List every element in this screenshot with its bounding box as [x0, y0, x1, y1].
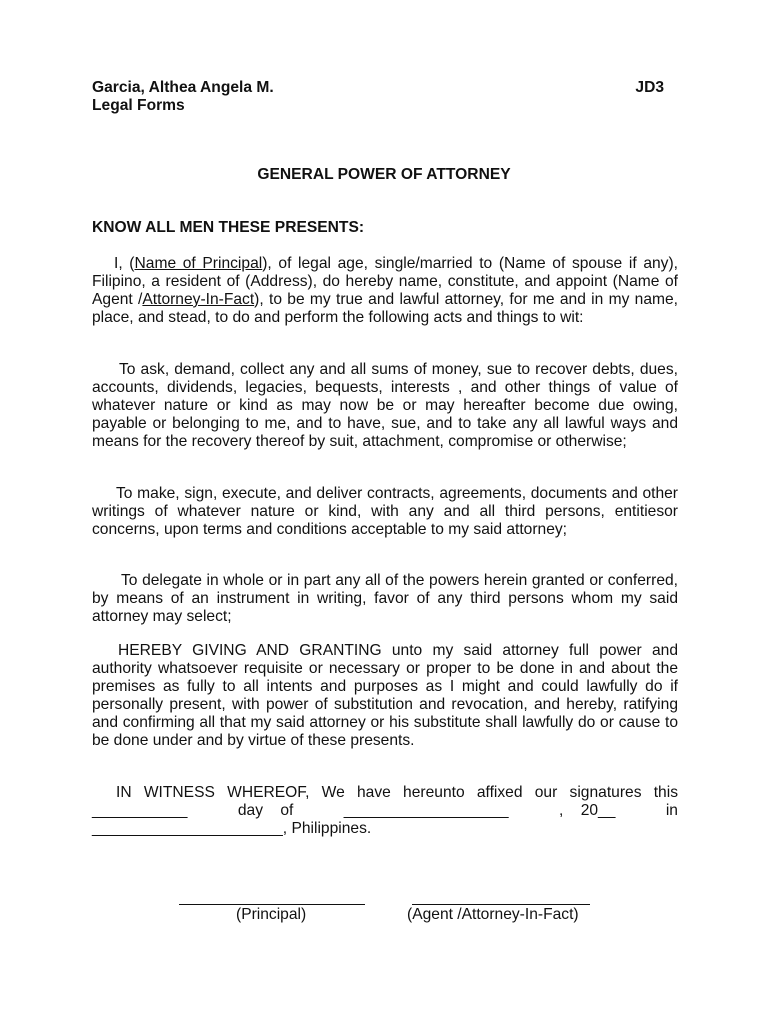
document-title: GENERAL POWER OF ATTORNEY — [257, 166, 511, 183]
opening-clause: KNOW ALL MEN THESE PRESENTS: — [92, 219, 365, 236]
witness-line2 — [92, 802, 678, 820]
blank-month: ___________________ — [343, 802, 509, 819]
para1-part-a: I, ( — [114, 255, 135, 272]
agent-name-placeholder: Attorney-In-Fact — [142, 291, 255, 308]
agent-signature-label: (Agent /Attorney-In-Fact) — [407, 906, 579, 923]
author-name: Garcia, Althea Angela M. — [92, 79, 274, 96]
text-in: in — [665, 802, 678, 819]
blank-day: ___________ — [92, 802, 188, 819]
text-philippines: , Philippines. — [282, 820, 372, 837]
para5-text: HEREBY GIVING AND GRANTING unto my said attorney full power and authority whatsoever requisite or necessary or proper to be done in and about the premises as fully to all intents and purposes as I might and could lawfully do if personally present, with power of substitution and revocation, and hereby, ratifying and confirming all that my said attorney or his substitute shall lawfully do or cause to be done under and by virtue of these presents. — [92, 642, 678, 749]
blank-place: ______________________ — [92, 820, 283, 837]
principal-name-placeholder: Name of Principal — [134, 255, 263, 272]
paragraph-collect — [92, 361, 678, 451]
para1-part-b: ), of legal age, single/married to (Name of spouse if any), Filipino, a resident of (Address), do hereby name, constitute, and appoint (Name of Agent / — [92, 255, 678, 308]
witness-line3 — [92, 820, 678, 838]
para3-text: To make, sign, execute, and deliver contracts, agreements, documents and other writings of whatever nature or kind, with any and all third persons, entitiesor concerns, upon terms and conditions acceptable to my said attorney; — [92, 485, 678, 538]
principal-signature-label: (Principal) — [236, 906, 307, 923]
principal-signature-line — [179, 904, 365, 905]
para1-part-c: ), to be my true and lawful attorney, for me and in my name, place, and stead, to do and perform the following acts and things to wit: — [92, 291, 678, 326]
paragraph-contracts — [92, 485, 678, 539]
agent-signature-line — [412, 904, 590, 905]
paragraph-granting — [92, 642, 678, 750]
paragraph-delegate — [92, 572, 678, 626]
subject-name: Legal Forms — [92, 97, 185, 114]
witness-line1: IN WITNESS WHEREOF, We have hereunto affixed our signatures this — [116, 784, 678, 801]
para4-text: To delegate in whole or in part any all of the powers herein granted or conferred, by means of an instrument in writing, favor of any third persons whom my said attorney may select; — [92, 572, 678, 625]
witness-clause — [92, 784, 678, 838]
paragraph-appointment — [92, 255, 678, 327]
text-day-of: day of — [237, 802, 294, 819]
text-year: , 20__ — [559, 802, 616, 819]
course-code: JD3 — [635, 79, 664, 96]
document-header — [92, 79, 664, 115]
para2-text: To ask, demand, collect any and all sums of money, sue to recover debts, dues, accounts, dividends, legacies, bequests, interests , and other things of value of whatever nature or kind as may now be or may hereafter become due owing, payable or belonging to me, and to have, sue, and to take any all lawful ways and means for the recovery thereof by suit, attachment, compromise or otherwise; — [92, 361, 678, 450]
